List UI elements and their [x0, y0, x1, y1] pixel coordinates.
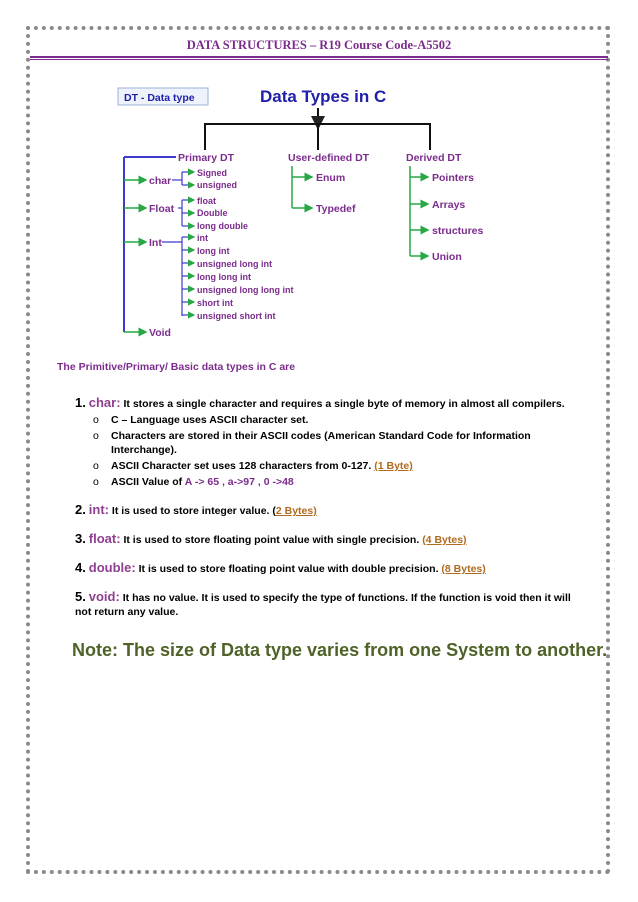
item-text: It is used to store integer value. ( — [111, 505, 276, 517]
list-item-double — [75, 561, 575, 576]
derived-pointers: Pointers — [432, 172, 475, 184]
item-keyword: double: — [88, 560, 136, 575]
item-number: 3. — [75, 531, 86, 546]
ascii-values: A -> 65 , a->97 , 0 ->48 — [184, 476, 294, 488]
bullet-item: o C – Language uses ASCII character set. — [93, 413, 575, 427]
item-text: It stores a single character and requires a single byte of memory in almost all compilers. — [123, 398, 565, 410]
bullet-item: o Characters are stored in their ASCII codes (American Standard Code for Information Interchange). — [93, 429, 575, 457]
category-user-defined: User-defined DT — [288, 152, 370, 164]
page-header-title: DATA STRUCTURES – R19 Course Code-A5502 — [186, 38, 452, 52]
badge-label: DT - Data type — [124, 92, 195, 104]
user-defined-typedef: Typedef — [316, 203, 356, 215]
float-child-double: Double — [197, 208, 228, 218]
int-child-5: short int — [197, 298, 233, 308]
diagram-title: Data Types in C — [260, 87, 387, 106]
user-defined-enum: Enum — [316, 172, 346, 184]
item-number: 4. — [75, 560, 86, 575]
item-number: 5. — [75, 589, 86, 604]
float-child-long-double: long double — [197, 221, 248, 231]
char-child-unsigned: unsigned — [197, 180, 237, 190]
item-number: 1. — [75, 395, 86, 410]
list-item-void — [75, 590, 575, 619]
item-text: It is used to store floating point value with double precision. — [138, 563, 439, 575]
list-item-int — [75, 503, 575, 518]
size-badge: (4 Bytes) — [422, 534, 467, 546]
int-child-4: unsigned long long int — [197, 285, 294, 295]
data-types-diagram — [0, 0, 638, 350]
item-keyword: void: — [88, 589, 120, 604]
char-bullet-list — [93, 413, 575, 489]
int-child-0: int — [197, 233, 208, 243]
char-child-signed: Signed — [197, 168, 228, 178]
bullet-text: ASCII Character set uses 128 characters from 0-127. — [111, 460, 372, 472]
item-keyword: int: — [88, 502, 109, 517]
size-note: Note: The size of Data type varies from one System to another. — [72, 640, 608, 660]
size-badge: 2 Bytes) — [275, 505, 317, 517]
section-intro: The Primitive/Primary/ Basic data types in C are — [57, 361, 296, 373]
primary-char-label: char — [149, 175, 172, 187]
primary-int-label: Int — [149, 237, 162, 249]
primary-float-label: Float — [149, 203, 175, 215]
bullet-item — [93, 459, 575, 473]
derived-union: Union — [432, 251, 462, 263]
list-item-char — [75, 396, 575, 489]
bullet-item — [93, 475, 575, 489]
item-text: It has no value. It is used to specify the type of functions. If the function is void then it will not return any value. — [75, 592, 571, 618]
primary-void-label: Void — [149, 327, 171, 339]
size-badge: (8 Bytes) — [441, 563, 486, 575]
category-primary: Primary DT — [178, 152, 235, 164]
bullet-label: ASCII Value of — [111, 476, 183, 488]
int-child-3: long long int — [197, 272, 251, 282]
int-child-6: unsigned short int — [197, 311, 276, 321]
data-type-list — [75, 396, 575, 633]
category-derived: Derived DT — [406, 152, 462, 164]
int-child-2: unsigned long int — [197, 259, 272, 269]
item-text: It is used to store floating point value with single precision. — [123, 534, 420, 546]
list-item-float — [75, 532, 575, 547]
item-number: 2. — [75, 502, 86, 517]
derived-structures: structures — [432, 225, 484, 237]
item-keyword: char: — [88, 395, 121, 410]
derived-arrays: Arrays — [432, 199, 466, 211]
float-child-float: float — [197, 196, 216, 206]
int-child-1: long int — [197, 246, 230, 256]
size-badge: (1 Byte) — [374, 460, 413, 472]
item-keyword: float: — [88, 531, 121, 546]
